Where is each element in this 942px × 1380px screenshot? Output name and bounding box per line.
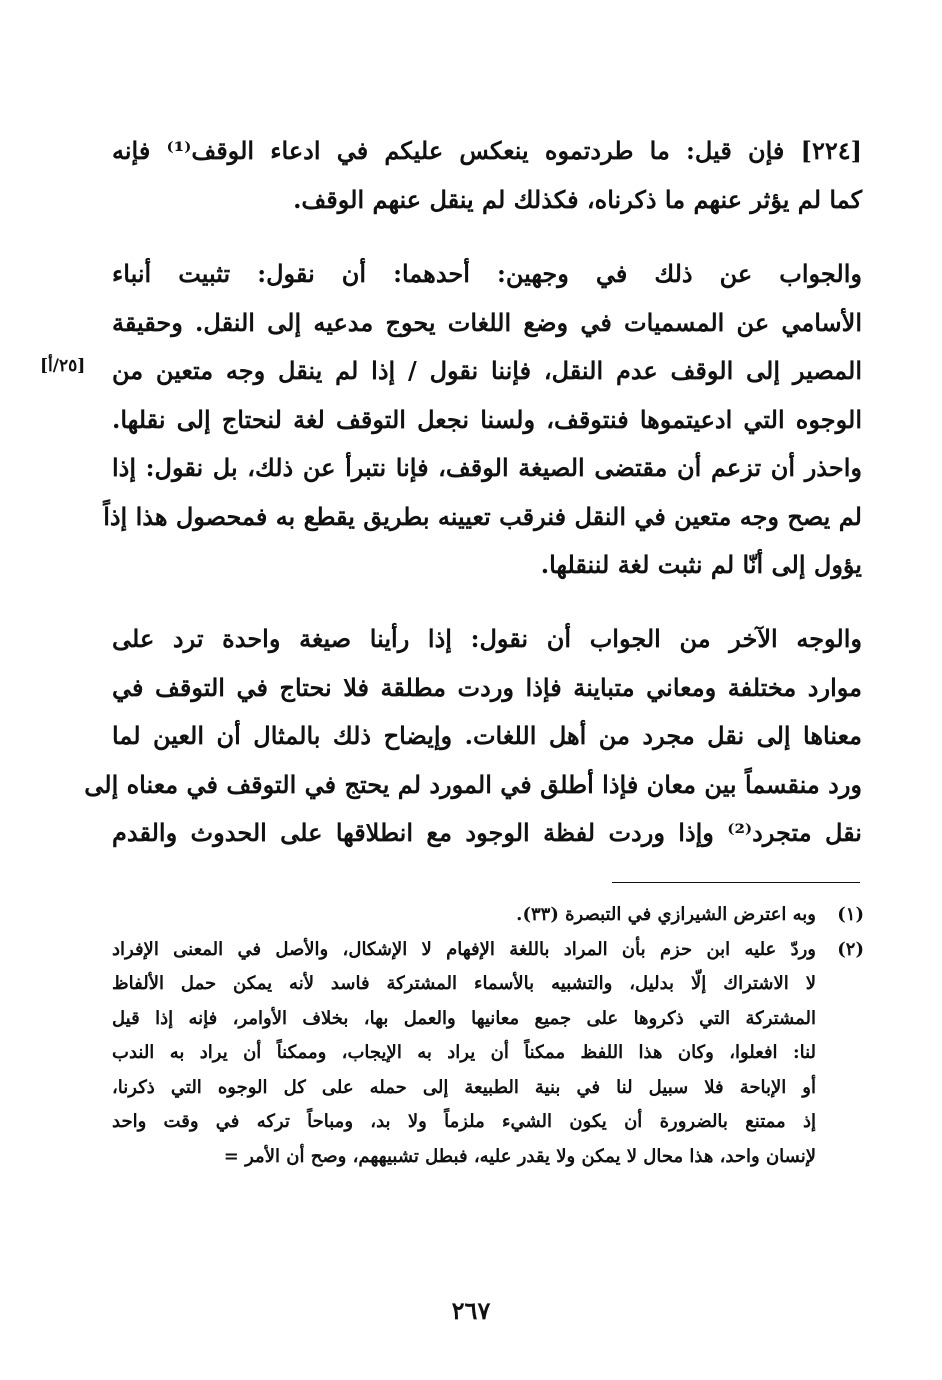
footnotes xyxy=(112,898,864,1174)
paragraph-answer-second xyxy=(84,615,862,858)
footnote-2 xyxy=(112,933,864,1175)
text-line: واحذر أن تزعم أن مقتضى الصيغة الوقف، فإنا نتبرأ عن ذلك، بل نقول: إذا xyxy=(112,453,862,482)
text-line: والوجه الآخر من الجواب أن نقول: إذا رأينا صيغة واحدة ترد على xyxy=(112,624,862,653)
paragraph-answer-first xyxy=(103,250,862,590)
paragraph-224 xyxy=(112,127,862,224)
text-line: ورد منقسماً بين معان فإذا أطلق في المورد لم يحتج في التوقف في معناه إلى xyxy=(84,769,862,799)
page-number: ٢٦٧ xyxy=(451,1296,491,1325)
footnote-line: لا الاشتراك إلّا بدليل، والتشبيه بالأسماء المشتركة فاسد لأنه يمكن حمل الألفاظ xyxy=(112,973,816,994)
footnote-number: (٢) xyxy=(837,938,864,960)
footnote-line: المشتركة التي ذكروها على جميع معانيها والعمل بها، بخلاف الأوامر، فإنه إذا قيل xyxy=(112,1007,816,1029)
footnote-line: لنا: افعلوا، وكان هذا اللفظ ممكناً أن يراد به الإيجاب، وممكناً أن يراد به الندب xyxy=(112,1042,816,1063)
footnote-separator xyxy=(612,882,860,883)
text-line: [٢٢٤] فإن قيل: ما طردتموه ينعكس عليكم في ادعاء الوقف⁽¹⁾ فإنه xyxy=(112,136,862,165)
text-line: الأسامي عن المسميات في وضع اللغات يحوج مدعيه إلى النقل. وحقيقة xyxy=(112,307,862,337)
footnote-line: وردّ عليه ابن حزم بأن المراد باللغة الإفهام لا الإشكال، والأصل في المعنى الإفراد xyxy=(112,938,816,960)
text-line: والجواب عن ذلك في وجهين: أحدهما: أن نقول: تثبيت أنباء xyxy=(112,259,862,288)
footnote-line: إذ ممتنع بالضرورة أن يكون الشيء ملزماً ولا بد، ومباحاً تركه في وقت واحد xyxy=(112,1111,816,1132)
text-line: موارد مختلفة ومعاني متباينة فإذا وردت مطلقة فلا نحتاج في التوقف في xyxy=(112,672,862,702)
text-line: معناها إلى نقل مجرد من أهل اللغات. وإيضاح ذلك بالمثال أن العين لما xyxy=(112,721,862,750)
text-line: الوجوه التي ادعيتموها فنتوقف، ولسنا نجعل التوقف لغة لنحتاج إلى نقلها. xyxy=(112,404,862,434)
margin-folio-marker: [٢٥/أ] xyxy=(40,356,86,376)
text-line: نقل متجرد⁽²⁾ وإذا وردت لفظة الوجود مع انطلاقها على الحدوث والقدم xyxy=(112,818,862,847)
footnote-number: (١) xyxy=(837,904,864,925)
footnote-1 xyxy=(112,898,864,933)
footnote-line: لإنسان واحد، هذا محال لا يمكن ولا يقدر عليه، فبطل تشبيههم، وصح أن الأمر = xyxy=(223,1145,816,1167)
text-line: المصير إلى الوقف عدم النقل، فإننا نقول / إذا لم ينقل وجه متعين من xyxy=(112,356,862,385)
footnote-line: وبه اعترض الشيرازي في التبصرة (٣٣). xyxy=(516,904,816,925)
text-line: يؤول إلى أنّا لم نثبت لغة لننقلها. xyxy=(540,550,862,579)
text-line: كما لم يؤثر عنهم ما ذكرناه، فكذلك لم ينقل عنهم الوقف. xyxy=(293,184,862,214)
footnote-line: أو الإباحة فلا سبيل لنا في بنية الطبيعة إلى حمله على كل الوجوه التي ذكرنا، xyxy=(112,1076,816,1098)
text-line: لم يصح وجه متعين في النقل فنرقب تعيينه بطريق يقطع به فمحصول هذا إذاً xyxy=(103,501,862,531)
